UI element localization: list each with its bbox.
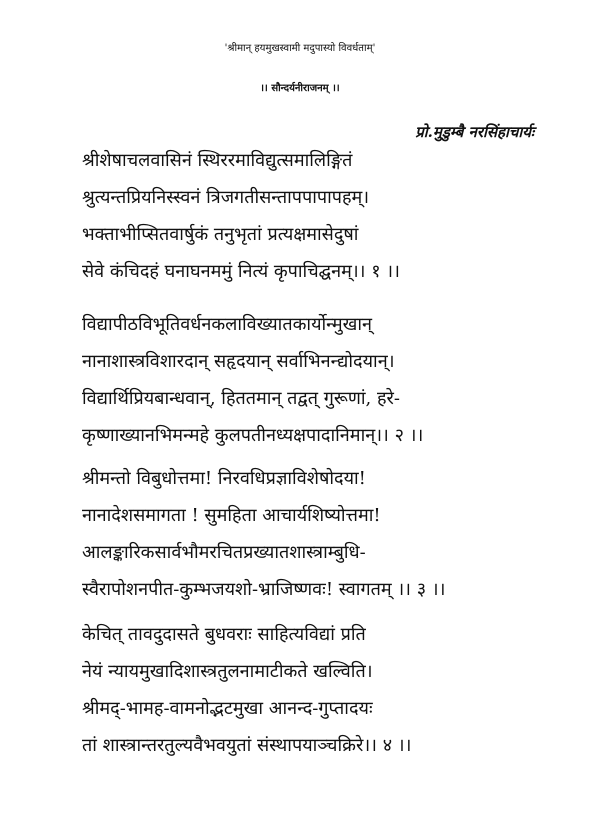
verse-3 <box>82 460 445 608</box>
document-title: ।। सौन्दर्यनीराजनम् ।। <box>260 83 340 94</box>
verse-2 <box>82 306 423 454</box>
verse-line: नानादेशसमागता ! सुमहिता आचार्यशिष्योत्तमा! <box>82 505 381 526</box>
verse-line: श्रीमन्तो विबुधोत्तमा! निरवधिप्रज्ञाविशेषोदया! <box>82 468 366 489</box>
verse-line: स्वैरापोशनपीत-कुम्भजयशो-भ्राजिष्णवः! स्वागतम् ।। ३ ।। <box>82 579 446 600</box>
verse-line: केचित् तावदुदासते बुधवराः साहित्यविद्यां प्रति <box>82 624 366 645</box>
verse-line: सेवे कंचिदहं घनाघनममुं नित्यं कृपाचिद्घनम्।। १ ।। <box>82 261 400 282</box>
invocation-line: 'श्रीमान् हयमुखस्वामी मदुपास्यो विवर्धताम्' <box>224 43 376 54</box>
verse-line: नेयं न्यायमुखादिशास्त्रतुलनामाटीकते खल्विति। <box>82 661 373 682</box>
author-name: प्रो.मुडुम्बै नरसिंहाचार्यः <box>415 123 534 141</box>
verse-line: श्रुत्यन्तप्रियनिस्स्वनं त्रिजगतीसन्तापपापापहम्। <box>82 187 370 208</box>
verse-line: श्रीशेषाचलवासिनं स्थिररमाविद्युत्समालिङ्गितं <box>82 150 353 171</box>
verse-line: तां शास्त्रान्तरतुल्यवैभवयुतां संस्थापयाञ्चक्रिरे।। ४ ।। <box>82 735 412 756</box>
verse-line: श्रीमद्-भामह-वामनोद्भटमुखा आनन्द-गुप्तादयः <box>82 698 373 719</box>
verse-4 <box>82 616 411 764</box>
verse-line: भक्ताभीप्सितवार्षुकं तनुभृतां प्रत्यक्षमासेदुषां <box>82 224 359 245</box>
verse-line: विद्यार्थिप्रियबान्धवान्, हिततमान् तद्वत् गुरूणां, हरे- <box>82 388 400 409</box>
verse-line: आलङ्कारिकसार्वभौमरचितप्रख्यातशास्त्राम्बुधि- <box>82 542 366 563</box>
verse-1 <box>82 142 400 290</box>
verse-line: विद्यापीठविभूतिवर्धनकलाविख्यातकार्योन्मुखान् <box>82 314 373 335</box>
verse-line: कृष्णाख्यानभिमन्महे कुलपतीनध्यक्षपादानिमान्।। २ ।। <box>82 425 424 446</box>
verse-line: नानाशास्त्रविशारदान् सहृदयान् सर्वाभिनन्द्योदयान्। <box>82 351 395 372</box>
